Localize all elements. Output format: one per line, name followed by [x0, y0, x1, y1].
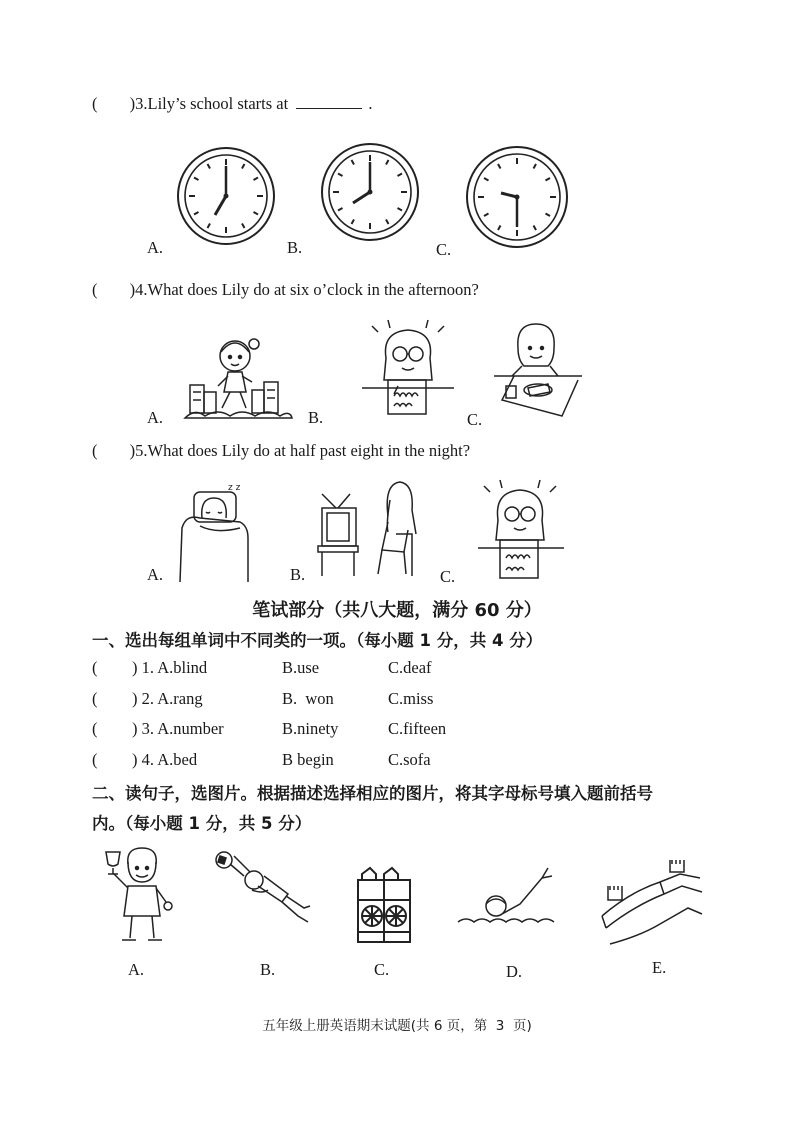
question-3	[92, 94, 372, 114]
word-option-a: ) 4. A.bed	[132, 750, 198, 769]
word-option-c: C.deaf	[388, 658, 432, 677]
boy-swimming-illustration	[456, 862, 556, 942]
question-4-text: )4.What does Lily do at six o’clock in the afternoon?	[129, 280, 479, 299]
goalkeeper-catching-ball-illustration	[212, 850, 312, 928]
word-option-a: ) 1. A.blind	[132, 658, 208, 677]
question-5	[92, 441, 470, 461]
word-option-c: C.fifteen	[388, 719, 447, 738]
word-option-c: C.sofa	[388, 750, 431, 769]
page-footer: 五年级上册英语期末试题(共 6 页，第 3 页)	[262, 1018, 532, 1034]
answer-paren[interactable]: (	[92, 441, 98, 460]
section-1-title: 一、选出每组单词中不同类的一项。（每小题 1 分，共 4 分）	[92, 631, 543, 650]
q3-option-c[interactable]: C.	[436, 240, 452, 259]
s2-option-a[interactable]: A.	[128, 960, 145, 979]
q5-option-b[interactable]: B.	[290, 565, 306, 584]
clock-seven-icon	[176, 146, 276, 246]
answer-paren[interactable]: (	[92, 750, 98, 769]
question-4	[92, 280, 479, 300]
clock-eight-icon	[320, 142, 420, 242]
word-option-c: C.miss	[388, 689, 434, 708]
question-3-text: )3.Lily’s school starts at	[129, 94, 289, 113]
answer-paren[interactable]: (	[92, 719, 98, 738]
written-part-heading: 笔试部分（共八大题，满分 60 分）	[252, 600, 542, 621]
girl-walking-home-illustration	[180, 330, 295, 422]
q4-option-b[interactable]: B.	[308, 408, 324, 427]
q3-option-b[interactable]: B.	[287, 238, 303, 257]
answer-blank[interactable]	[296, 94, 362, 109]
q5-option-a[interactable]: A.	[147, 565, 164, 584]
clock-half-past-three-icon	[465, 145, 569, 249]
section-2-title-line1: 二、读句子，选图片。根据描述选择相应的图片，将其字母标号填入题前括号	[92, 784, 653, 803]
juice-carton-icon	[356, 866, 412, 944]
word-option-b: B.ninety	[282, 719, 339, 738]
word-option-b: B.use	[282, 658, 320, 677]
answer-paren[interactable]: (	[92, 94, 98, 113]
s2-option-b[interactable]: B.	[260, 960, 276, 979]
girl-doing-homework-illustration	[358, 318, 458, 418]
s2-option-e[interactable]: E.	[652, 958, 667, 977]
section-2-title-line2: 内。（每小题 1 分，共 5 分）	[92, 814, 312, 833]
boy-with-trophy-illustration	[100, 846, 180, 944]
girl-studying-illustration	[470, 476, 570, 580]
q4-option-c[interactable]: C.	[467, 410, 483, 429]
q4-option-a[interactable]: A.	[147, 408, 164, 427]
s2-option-d[interactable]: D.	[506, 962, 523, 981]
q3-option-a[interactable]: A.	[147, 238, 164, 257]
answer-paren[interactable]: (	[92, 280, 98, 299]
question-5-text: )5.What does Lily do at half past eight in the night?	[129, 441, 471, 460]
word-option-a: ) 2. A.rang	[132, 689, 203, 708]
girl-sleeping-illustration	[176, 478, 252, 582]
word-option-a: ) 3. A.number	[132, 719, 224, 738]
svg-text:z z: z z	[228, 483, 241, 493]
answer-paren[interactable]: (	[92, 689, 98, 708]
great-wall-illustration	[600, 856, 704, 948]
word-option-b: B. won	[282, 689, 334, 708]
girl-watching-tv-illustration	[312, 474, 424, 580]
question-3-end: .	[368, 94, 373, 113]
word-option-b: B begin	[282, 750, 334, 769]
answer-paren[interactable]: (	[92, 658, 98, 677]
q5-option-c[interactable]: C.	[440, 567, 456, 586]
girl-eating-dinner-illustration	[492, 320, 588, 418]
s2-option-c[interactable]: C.	[374, 960, 390, 979]
